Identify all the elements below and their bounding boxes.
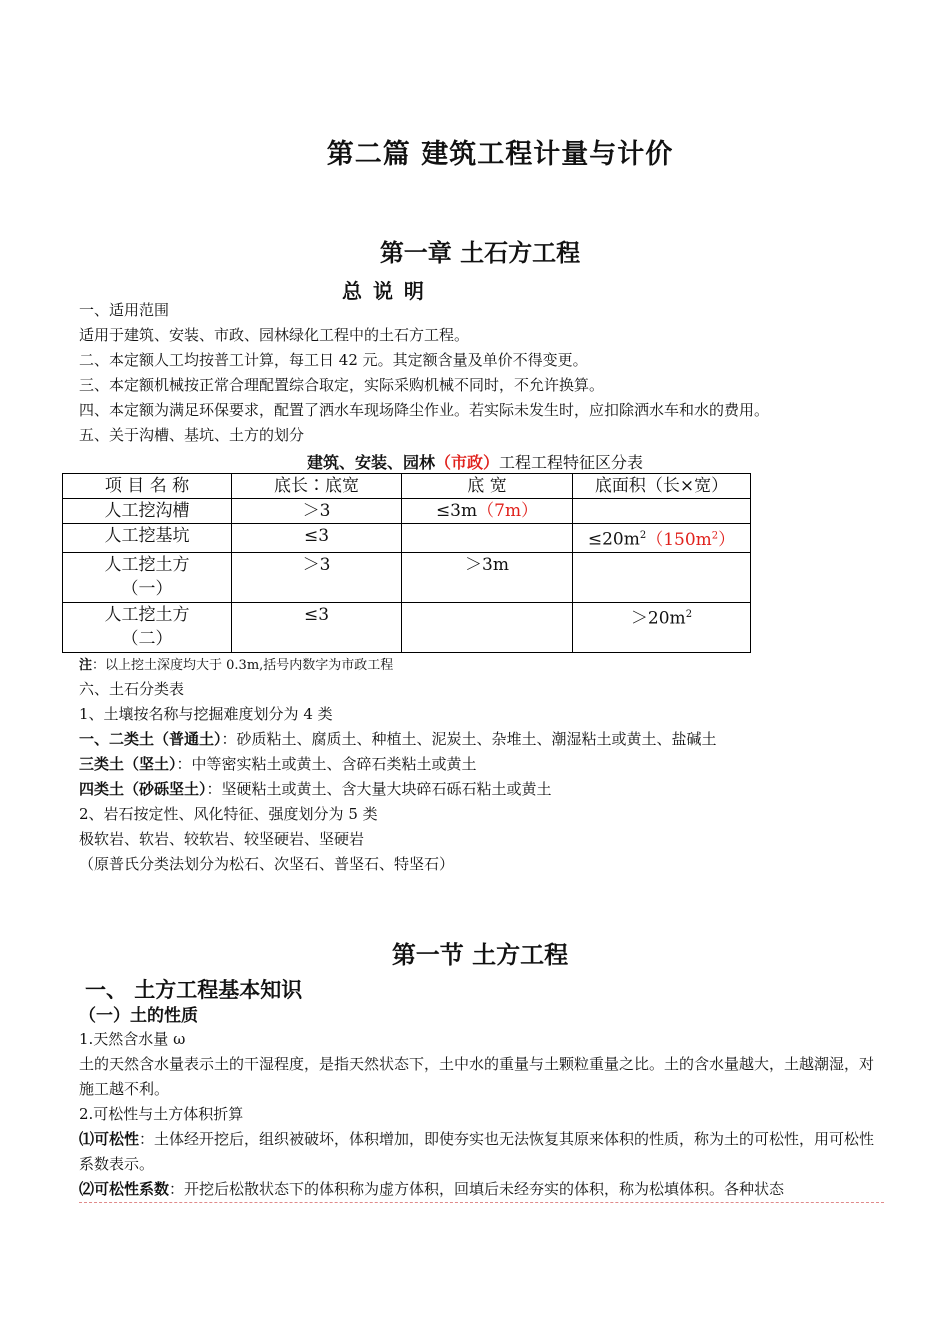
cell-name: 人工挖基坑 <box>63 524 232 553</box>
soil-line-2: 1、土壤按名称与挖掘难度划分为 4 类 <box>79 705 333 723</box>
heading-2: （一）土的性质 <box>79 1006 198 1026</box>
cell-width: ＞3m <box>402 552 573 602</box>
prop-paragraph-2: 土的天然含水量表示土的干湿程度，是指天然状态下，土中水的重量与土颗粒重量之比。土的含水量越大，土越潮湿，对施工越不利。 <box>79 1055 875 1098</box>
soil-class-4: 四类土（砂砾坚土）：坚硬粘土或黄土、含大量大块碎石砾石粘土或黄土 <box>79 780 552 798</box>
general-line-6: 五、关于沟槽、基坑、土方的划分 <box>79 426 305 444</box>
cell-area <box>573 552 751 602</box>
header-item-name: 项 目 名 称 <box>63 474 232 499</box>
area-municipal: $(150m^2)$ <box>646 529 736 550</box>
general-line-2: 适用于建筑、安装、市政、园林绿化工程中的土石方工程。 <box>79 326 470 344</box>
table-caption-bold: 建筑、安装、园林 <box>306 453 435 472</box>
classification-table <box>62 473 751 653</box>
cell-ratio: ＞3 <box>232 552 402 602</box>
area-sup: 2 <box>685 608 693 620</box>
general-line-4: 三、本定额机械按正常合理配置综合取定，实际采购机械不同时，不允许换算。 <box>79 376 605 394</box>
cell-name: 人工挖沟槽 <box>63 499 232 524</box>
cell-ratio: ≤3 <box>232 524 402 553</box>
general-line-1: 一、适用范围 <box>79 301 170 319</box>
cell-name: 人工挖土方 （二） <box>63 602 232 652</box>
table-caption <box>0 450 950 473</box>
cell-width <box>402 499 573 524</box>
prop-paragraph-4: ⑴可松性：土体经开挖后，组织被破坏，体积增加，即使夯实也无法恢复其原来体积的性质，称为土的可松性，用可松性系数表示。 <box>79 1130 875 1173</box>
table-note: 注：以上挖土深度均大于 0.3m,括号内数字为市政工程 <box>79 658 394 673</box>
area-value: ＞20m <box>630 608 686 629</box>
section-title: 第一节 土方工程 <box>391 941 569 969</box>
cell-area <box>573 524 751 553</box>
width-municipal: （7m） <box>477 501 539 521</box>
header-width: 底 宽 <box>402 474 573 499</box>
general-line-5: 四、本定额为满足环保要求，配置了洒水车现场降尘作业。若实际未发生时，应扣除洒水车和水的费用。 <box>79 401 770 419</box>
soil-class-3: 三类土（坚土）：中等密实粘土或黄土、含碎石类粘土或黄土 <box>79 755 477 773</box>
table-row <box>63 602 751 652</box>
table-row <box>63 499 751 524</box>
rock-line-1: 2、岩石按定性、风化特征、强度划分为 5 类 <box>79 805 378 823</box>
general-line-3: 二、本定额人工均按普工计算，每工日 42 元。其定额含量及单价不得变更。 <box>79 351 588 369</box>
chapter-title: 第一章 土石方工程 <box>379 239 581 267</box>
header-ratio: 底长∶底宽 <box>232 474 402 499</box>
prop-line-3: 2.可松性与土方体积折算 <box>79 1105 244 1123</box>
table-header-row <box>63 474 751 499</box>
cell-area <box>573 602 751 652</box>
area-value: ≤20m <box>587 529 640 550</box>
width-value: ≤3m <box>435 501 478 521</box>
cell-name: 人工挖土方 （一） <box>63 552 232 602</box>
prop-paragraph-5: ⑵可松性系数：开挖后松散状态下的体积称为虚方体积，回填后未经夯实的体积，称为松填体积。各种状态 <box>79 1177 884 1203</box>
soil-line-1: 六、土石分类表 <box>79 680 185 698</box>
general-notes-title: 总 说 明 <box>342 279 426 303</box>
prop-line-1: 1.天然含水量 ω <box>79 1030 186 1048</box>
header-area: 底面积（长×宽） <box>573 474 751 499</box>
table-caption-rest: 工程工程特征区分表 <box>499 453 644 472</box>
rock-line-2: 极软岩、软岩、较软岩、较坚硬岩、坚硬岩 <box>79 830 365 848</box>
soil-class-1-2: 一、二类土（普通土）：砂质粘土、腐质土、种植土、泥炭土、杂堆土、潮湿粘土或黄土、盐碱土 <box>79 730 717 748</box>
part-title: 第二篇 建筑工程计量与计价 <box>326 139 674 170</box>
cell-ratio: ≤3 <box>232 602 402 652</box>
table-caption-red: （市政） <box>434 453 499 472</box>
cell-width <box>402 602 573 652</box>
cell-ratio: ＞3 <box>232 499 402 524</box>
cell-width <box>402 524 573 553</box>
table-row <box>63 552 751 602</box>
area-sup: 2 <box>639 530 647 541</box>
rock-line-3: （原普氏分类法划分为松石、次坚石、普坚石、特坚石） <box>79 855 455 873</box>
table-row <box>63 524 751 553</box>
heading-1: 一、 土方工程基本知识 <box>85 978 303 1002</box>
cell-area <box>573 499 751 524</box>
